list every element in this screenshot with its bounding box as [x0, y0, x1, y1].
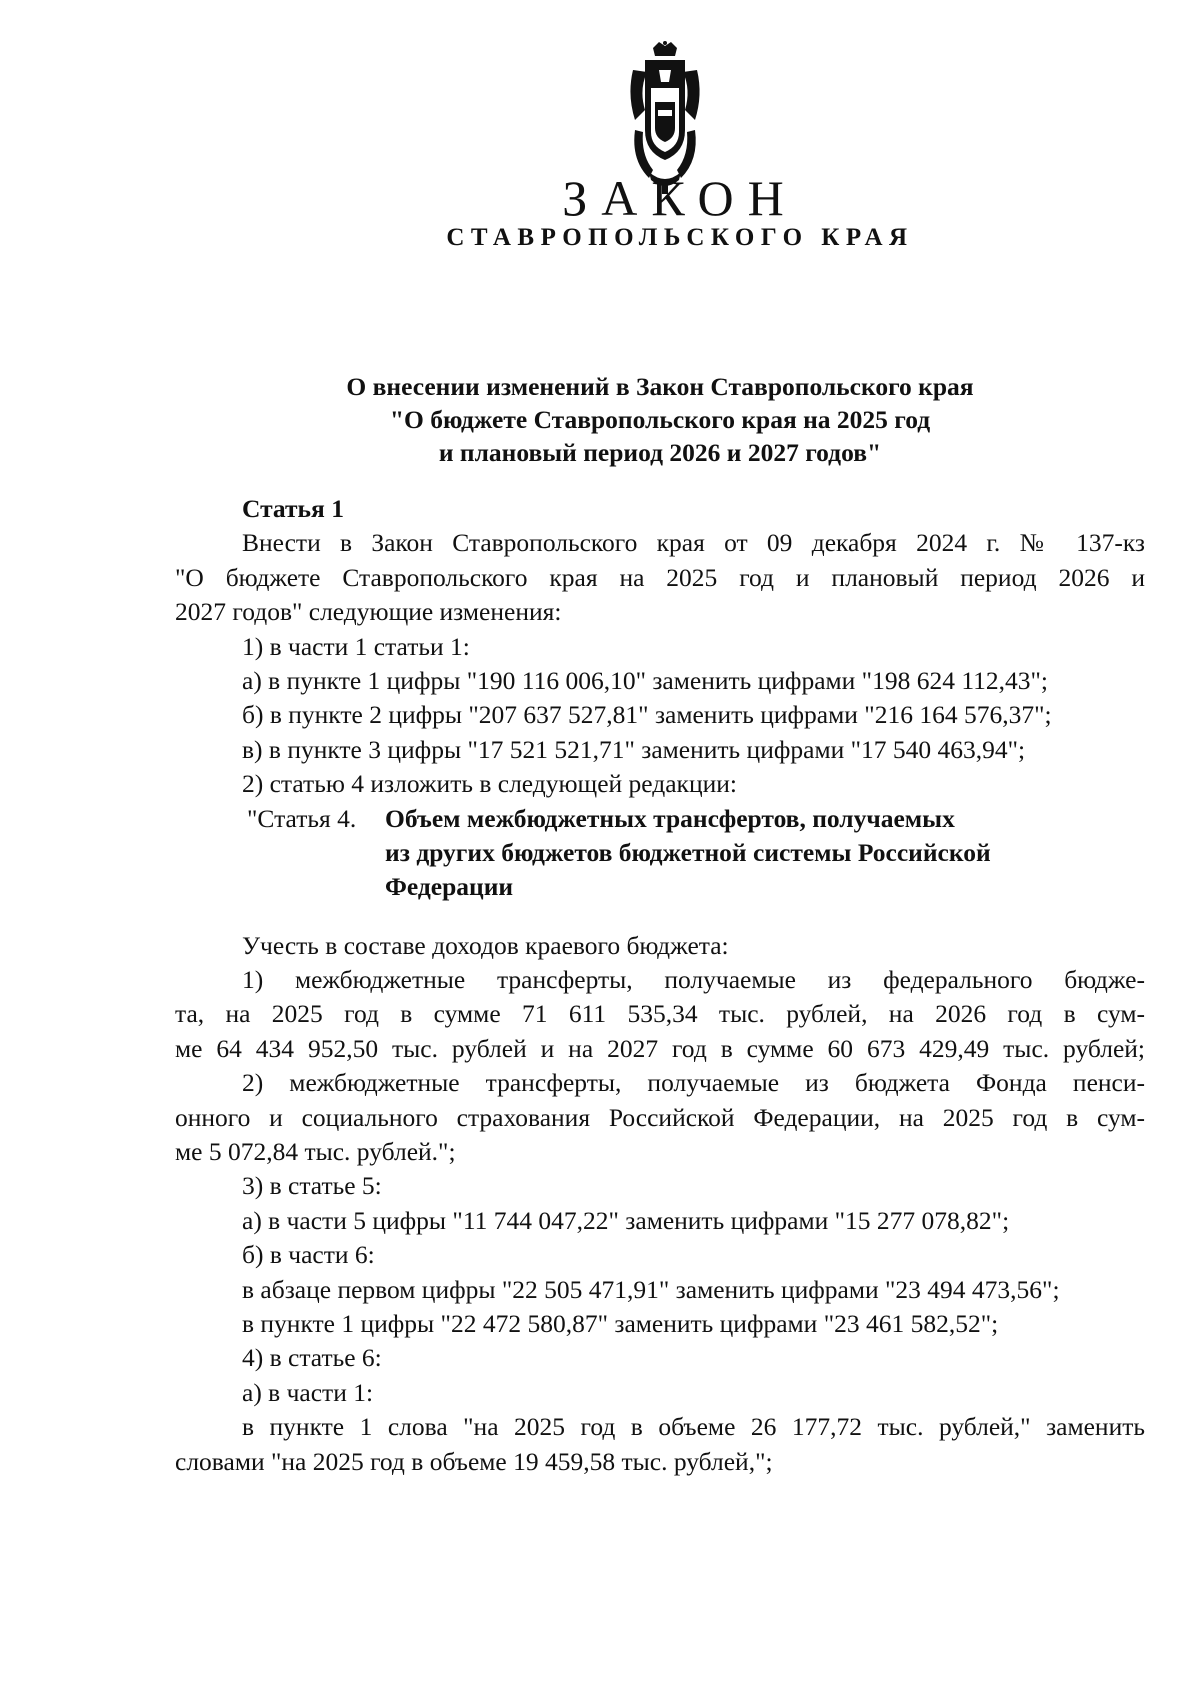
heading-line: и плановый период 2026 и 2027 годов" — [438, 438, 882, 467]
article-1 — [175, 492, 1145, 1479]
list-item: в пункте 1 цифры "22 472 580,87" заменить цифрами "23 461 582,52"; — [242, 1308, 999, 1338]
text-line: Внести в Закон Ставропольского края от 09 декабря 2024 г. № 137-кз — [242, 528, 1145, 558]
quoted-article-title-line: из других бюджетов бюджетной системы Российской — [385, 837, 991, 867]
text-line: ме 5 072,84 тыс. рублей."; — [175, 1137, 456, 1167]
heading-line: О внесении изменений в Закон Ставропольского края — [346, 372, 974, 401]
heading-line: "О бюджете Ставропольского края на 2025 год — [389, 405, 931, 434]
text-line: 2027 годов" следующие изменения: — [175, 597, 562, 627]
law-title: ЗАКОН — [562, 170, 798, 226]
text-line: словами "на 2025 год в объеме 19 459,58 тыс. рублей,"; — [175, 1446, 773, 1476]
article-title: Статья 1 — [242, 494, 344, 523]
quoted-article-title-line: Федерации — [385, 872, 514, 902]
text-line: 2) межбюджетные трансферты, получаемые из бюджета Фонда пенси- — [242, 1068, 1145, 1098]
text-line: Учесть в составе доходов краевого бюджета: — [242, 930, 729, 960]
list-item: а) в части 5 цифры "11 744 047,22" заменить цифрами "15 277 078,82"; — [242, 1205, 1010, 1235]
list-item: в абзаце первом цифры "22 505 471,91" заменить цифрами "23 494 473,56"; — [242, 1274, 1060, 1304]
list-item: 2) статью 4 изложить в следующей редакции: — [242, 769, 737, 799]
text-line: "О бюджете Ставропольского края на 2025 год и плановый период 2026 и — [175, 562, 1145, 592]
quoted-article-label: "Статья 4. — [247, 803, 357, 833]
document-heading — [175, 370, 1145, 469]
list-item: в) в пункте 3 цифры "17 521 521,71" заменить цифрами "17 540 463,94"; — [242, 734, 1026, 764]
law-region: СТАВРОПОЛЬСКОГО КРАЯ — [446, 224, 914, 251]
quoted-article-heading-cont — [175, 836, 1145, 870]
text-line: ме 64 434 952,50 тыс. рублей и на 2027 год в сумме 60 673 429,49 тыс. рублей; — [175, 1033, 1145, 1063]
quoted-article-heading-cont — [175, 870, 1145, 904]
quoted-article-heading — [175, 802, 1145, 836]
list-item: 4) в статье 6: — [242, 1343, 382, 1373]
list-item: б) в части 6: — [242, 1240, 375, 1270]
list-item: б) в пункте 2 цифры "207 637 527,81" заменить цифрами "216 164 576,37"; — [242, 700, 1052, 730]
quoted-article-title-line: Объем межбюджетных трансфертов, получаемых — [385, 803, 955, 833]
list-item: 1) в части 1 статьи 1: — [242, 631, 470, 661]
list-item: 3) в статье 5: — [242, 1171, 382, 1201]
text-line: онного и социального страхования Российской Федерации, на 2025 год в сум- — [175, 1102, 1145, 1132]
text-line: в пункте 1 слова "на 2025 год в объеме 26 177,72 тыс. рублей," заменить — [242, 1412, 1145, 1442]
text-line: та, на 2025 год в сумме 71 611 535,34 тыс. рублей, на 2026 год в сум- — [175, 999, 1145, 1029]
list-item: а) в пункте 1 цифры "190 116 006,10" заменить цифрами "198 624 112,43"; — [242, 665, 1049, 695]
text-line: 1) межбюджетные трансферты, получаемые из федерального бюдже- — [242, 965, 1145, 995]
list-item: а) в части 1: — [242, 1377, 374, 1407]
